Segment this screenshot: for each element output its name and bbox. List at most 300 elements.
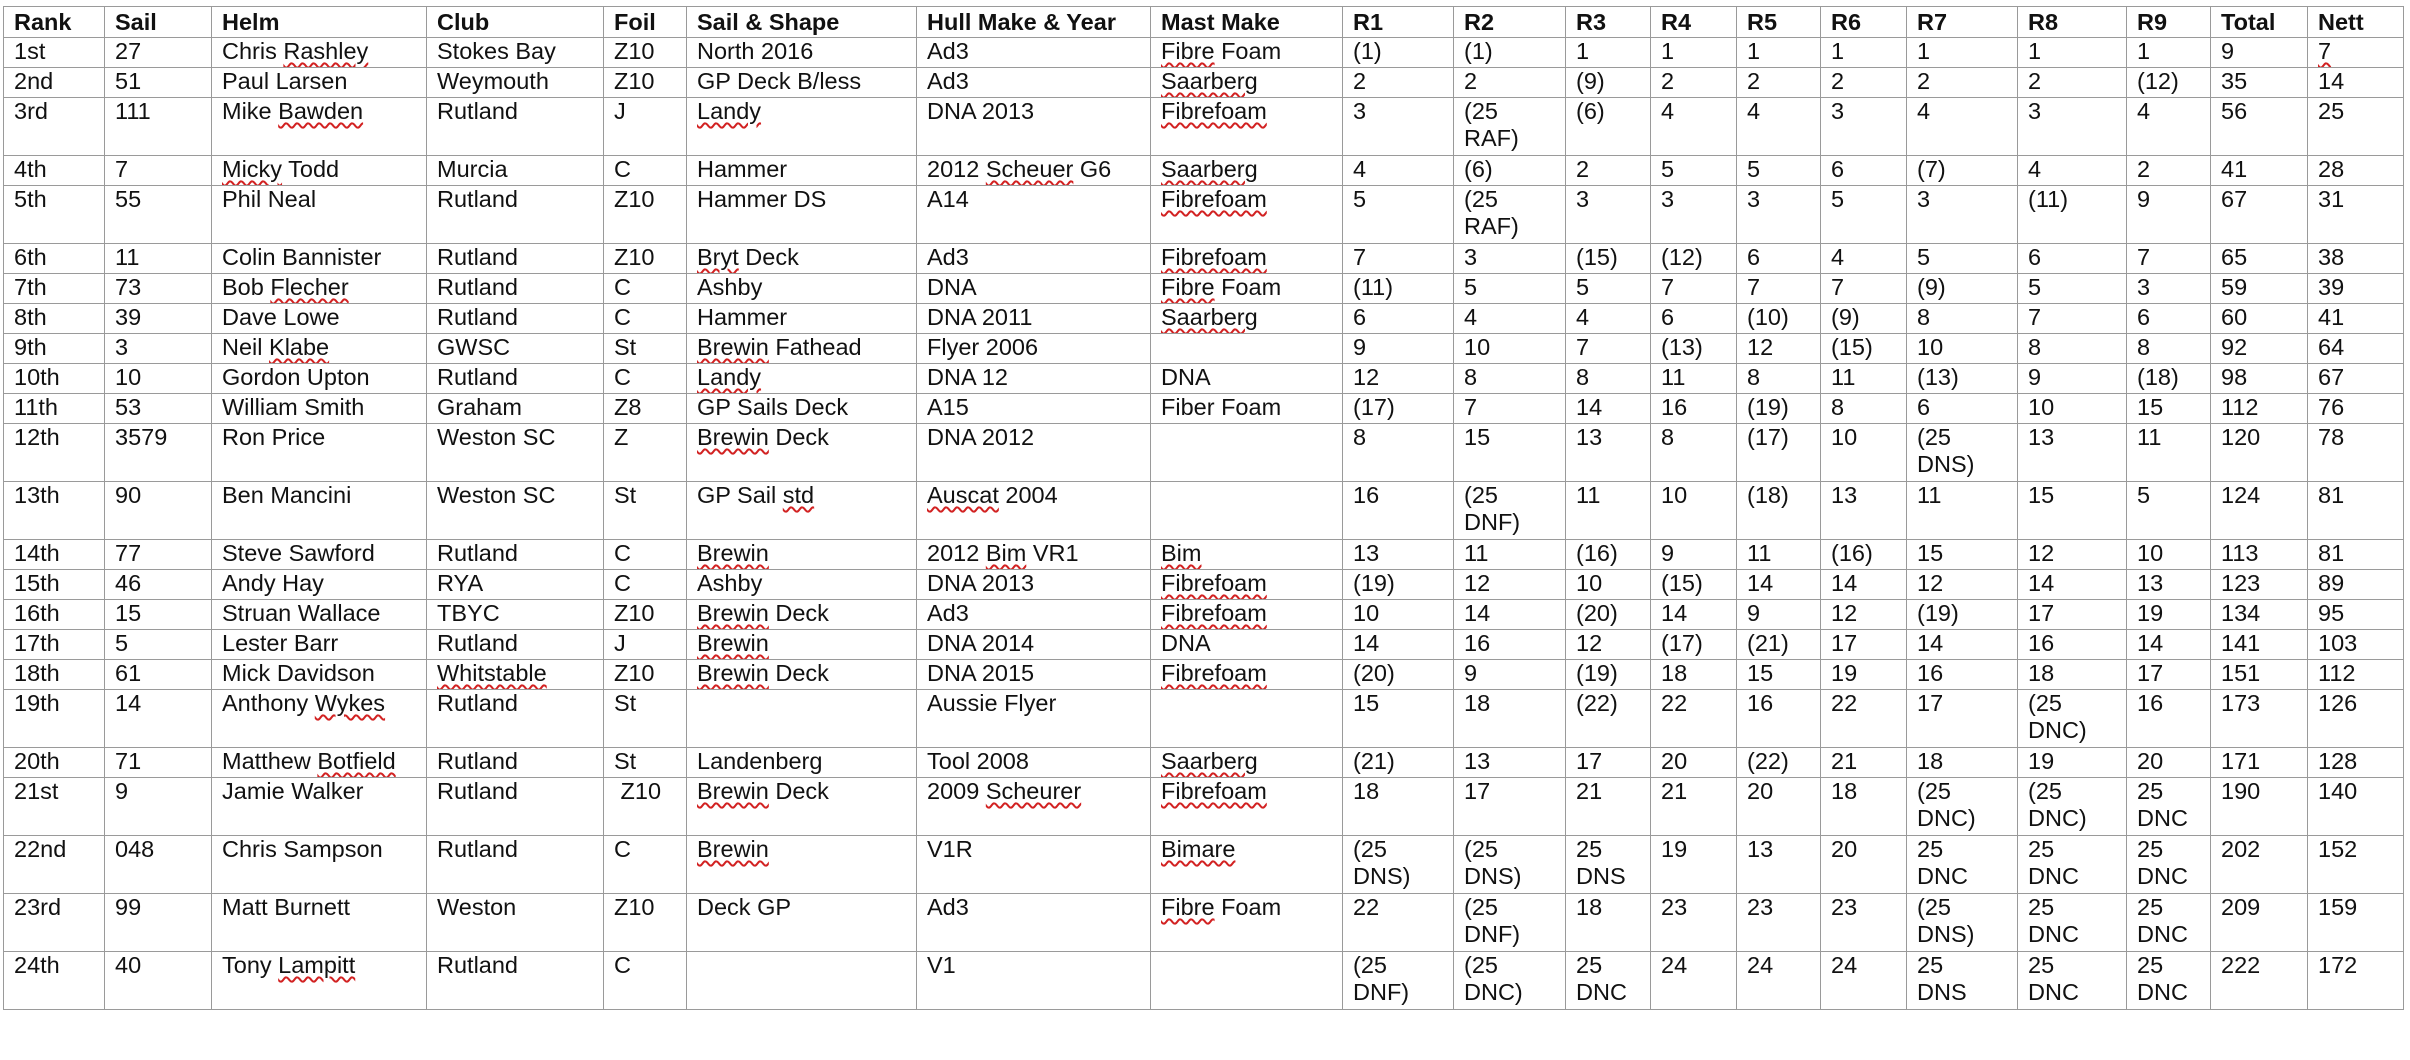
cell-hull: DNA 2014: [917, 630, 1151, 660]
cell-hull: V1: [917, 952, 1151, 1010]
cell-r6: 24: [1821, 952, 1907, 1010]
cell-r3: 11: [1566, 482, 1651, 540]
cell-r6: 17: [1821, 630, 1907, 660]
cell-mast: [1151, 156, 1343, 186]
cell-r2: 2: [1454, 68, 1566, 98]
cell-total: 41: [2211, 156, 2308, 186]
col-header-helm: Helm: [212, 7, 427, 38]
cell-r8: 16: [2018, 630, 2127, 660]
cell-foil: Z10: [604, 894, 687, 952]
cell-r5: 9: [1737, 600, 1821, 630]
cell-total: 171: [2211, 748, 2308, 778]
cell-r2: (25 RAF): [1454, 186, 1566, 244]
cell-r4: 11: [1651, 364, 1737, 394]
cell-total: 56: [2211, 98, 2308, 156]
cell-r5: 15: [1737, 660, 1821, 690]
cell-helm: William Smith: [212, 394, 427, 424]
cell-helm: Bob Flecher: [212, 274, 427, 304]
cell-rank: 1st: [4, 38, 105, 68]
cell-foil: St: [604, 748, 687, 778]
cell-hull: DNA 2011: [917, 304, 1151, 334]
table-row: [4, 778, 2404, 836]
cell-r2: (6): [1454, 156, 1566, 186]
cell-sail-shape: GP Deck B/less: [687, 68, 917, 98]
cell-r3: 25 DNC: [1566, 952, 1651, 1010]
cell-r9: 11: [2127, 424, 2211, 482]
cell-r2: (25 DNF): [1454, 894, 1566, 952]
cell-r9: 6: [2127, 304, 2211, 334]
table-row: [4, 304, 2404, 334]
cell-nett: 14: [2308, 68, 2404, 98]
table-row: [4, 156, 2404, 186]
cell-r9: 16: [2127, 690, 2211, 748]
cell-nett: 25: [2308, 98, 2404, 156]
spellcheck-underline: Brewin: [697, 424, 769, 450]
spellcheck-underline: Micky: [222, 156, 283, 182]
cell-r1: 2: [1343, 68, 1454, 98]
cell-mast: [1151, 98, 1343, 156]
cell-r4: 9: [1651, 540, 1737, 570]
cell-r9: 15: [2127, 394, 2211, 424]
table-row: [4, 600, 2404, 630]
cell-hull: DNA 2013: [917, 570, 1151, 600]
cell-r2: 7: [1454, 394, 1566, 424]
cell-r9: 1: [2127, 38, 2211, 68]
cell-r3: (15): [1566, 244, 1651, 274]
cell-r4: 5: [1651, 156, 1737, 186]
cell-club: Rutland: [427, 244, 604, 274]
cell-r6: 2: [1821, 68, 1907, 98]
cell-r9: 10: [2127, 540, 2211, 570]
cell-r4: 10: [1651, 482, 1737, 540]
cell-r8: 14: [2018, 570, 2127, 600]
col-header-club: Club: [427, 7, 604, 38]
cell-r5: 3: [1737, 186, 1821, 244]
table-row: [4, 244, 2404, 274]
cell-r5: 6: [1737, 244, 1821, 274]
cell-total: 59: [2211, 274, 2308, 304]
cell-r1: 16: [1343, 482, 1454, 540]
cell-r6: 19: [1821, 660, 1907, 690]
cell-r2: 4: [1454, 304, 1566, 334]
cell-r7: 6: [1907, 394, 2018, 424]
cell-r7: (25 DNS): [1907, 424, 2018, 482]
cell-r7: 3: [1907, 186, 2018, 244]
cell-foil: C: [604, 156, 687, 186]
cell-foil: Z10: [604, 38, 687, 68]
spellcheck-underline: Fibre: [1161, 274, 1215, 300]
cell-r7: 14: [1907, 630, 2018, 660]
cell-r7: 18: [1907, 748, 2018, 778]
cell-r1: 6: [1343, 304, 1454, 334]
cell-helm: Phil Neal: [212, 186, 427, 244]
cell-nett: 112: [2308, 660, 2404, 690]
cell-sail-shape: [687, 690, 917, 748]
cell-r6: 23: [1821, 894, 1907, 952]
cell-r1: 5: [1343, 186, 1454, 244]
cell-sail: 3: [105, 334, 212, 364]
cell-helm: Matthew Botfield: [212, 748, 427, 778]
col-header-r4: R4: [1651, 7, 1737, 38]
cell-r4: 23: [1651, 894, 1737, 952]
cell-r8: 2: [2018, 68, 2127, 98]
cell-r2: 15: [1454, 424, 1566, 482]
col-header-r6: R6: [1821, 7, 1907, 38]
cell-sail: 55: [105, 186, 212, 244]
cell-r5: 1: [1737, 38, 1821, 68]
cell-r1: 10: [1343, 600, 1454, 630]
cell-r5: 4: [1737, 98, 1821, 156]
cell-r7: 10: [1907, 334, 2018, 364]
cell-r2: 3: [1454, 244, 1566, 274]
cell-r1: 12: [1343, 364, 1454, 394]
results-table: [3, 6, 2404, 1010]
cell-sail-shape: Hammer DS: [687, 186, 917, 244]
cell-hull: Aussie Flyer: [917, 690, 1151, 748]
cell-total: 98: [2211, 364, 2308, 394]
cell-r7: 15: [1907, 540, 2018, 570]
cell-hull: Ad3: [917, 894, 1151, 952]
cell-rank: 3rd: [4, 98, 105, 156]
cell-r1: (25 DNS): [1343, 836, 1454, 894]
cell-r3: 14: [1566, 394, 1651, 424]
cell-r1: (21): [1343, 748, 1454, 778]
cell-total: 9: [2211, 38, 2308, 68]
cell-r2: 10: [1454, 334, 1566, 364]
cell-mast: [1151, 778, 1343, 836]
spellcheck-underline: Brewin: [697, 630, 769, 656]
cell-nett: 41: [2308, 304, 2404, 334]
cell-helm: Mick Davidson: [212, 660, 427, 690]
cell-hull: DNA 12: [917, 364, 1151, 394]
col-header-total: Total: [2211, 7, 2308, 38]
cell-helm: Micky Todd: [212, 156, 427, 186]
cell-club: Rutland: [427, 630, 604, 660]
cell-foil: Z10: [604, 244, 687, 274]
spellcheck-underline: Bryt: [697, 244, 739, 270]
cell-r1: 8: [1343, 424, 1454, 482]
cell-sail: 10: [105, 364, 212, 394]
cell-r5: (22): [1737, 748, 1821, 778]
cell-mast: [1151, 304, 1343, 334]
cell-r3: (6): [1566, 98, 1651, 156]
cell-r4: 22: [1651, 690, 1737, 748]
cell-sail-shape: [687, 540, 917, 570]
cell-mast: Fiber Foam: [1151, 394, 1343, 424]
header-row: [4, 7, 2404, 38]
cell-r1: 9: [1343, 334, 1454, 364]
cell-r6: 20: [1821, 836, 1907, 894]
cell-club: Rutland: [427, 952, 604, 1010]
cell-club: Rutland: [427, 540, 604, 570]
cell-r4: 21: [1651, 778, 1737, 836]
cell-nett: [2308, 38, 2404, 68]
cell-r7: 12: [1907, 570, 2018, 600]
cell-r5: (17): [1737, 424, 1821, 482]
cell-foil: St: [604, 334, 687, 364]
cell-r6: 11: [1821, 364, 1907, 394]
cell-sail: 15: [105, 600, 212, 630]
cell-mast: DNA: [1151, 364, 1343, 394]
cell-club: Murcia: [427, 156, 604, 186]
cell-foil: Z10: [604, 660, 687, 690]
cell-r7: 5: [1907, 244, 2018, 274]
cell-r4: 2: [1651, 68, 1737, 98]
cell-r4: 18: [1651, 660, 1737, 690]
spellcheck-underline: Rashley: [283, 38, 369, 64]
cell-sail-shape: [687, 836, 917, 894]
cell-sail: 9: [105, 778, 212, 836]
cell-foil: St: [604, 690, 687, 748]
cell-nett: 31: [2308, 186, 2404, 244]
cell-r9: 4: [2127, 98, 2211, 156]
cell-hull: Flyer 2006: [917, 334, 1151, 364]
cell-r8: (25 DNC): [2018, 778, 2127, 836]
cell-rank: 21st: [4, 778, 105, 836]
cell-mast: [1151, 482, 1343, 540]
cell-hull: DNA 2015: [917, 660, 1151, 690]
cell-nett: 67: [2308, 364, 2404, 394]
cell-r9: 25 DNC: [2127, 778, 2211, 836]
cell-r8: 8: [2018, 334, 2127, 364]
cell-hull: 2012 Bim VR1: [917, 540, 1151, 570]
cell-r2: 14: [1454, 600, 1566, 630]
table-row: [4, 68, 2404, 98]
cell-r8: 5: [2018, 274, 2127, 304]
cell-r5: 13: [1737, 836, 1821, 894]
cell-helm: Jamie Walker: [212, 778, 427, 836]
cell-foil: J: [604, 630, 687, 660]
cell-r5: 8: [1737, 364, 1821, 394]
cell-r4: (12): [1651, 244, 1737, 274]
table-row: [4, 394, 2404, 424]
table-row: [4, 570, 2404, 600]
cell-nett: 81: [2308, 482, 2404, 540]
cell-rank: 6th: [4, 244, 105, 274]
cell-r5: 12: [1737, 334, 1821, 364]
cell-foil: St: [604, 482, 687, 540]
cell-club: Rutland: [427, 274, 604, 304]
cell-r9: (12): [2127, 68, 2211, 98]
cell-r7: 25 DNS: [1907, 952, 2018, 1010]
cell-r4: 1: [1651, 38, 1737, 68]
cell-sail-shape: Brewin Fathead: [687, 334, 917, 364]
cell-r7: 25 DNC: [1907, 836, 2018, 894]
cell-r3: 13: [1566, 424, 1651, 482]
cell-hull: DNA 2012: [917, 424, 1151, 482]
cell-hull: Ad3: [917, 68, 1151, 98]
cell-helm: Gordon Upton: [212, 364, 427, 394]
cell-club: Rutland: [427, 364, 604, 394]
cell-r3: 3: [1566, 186, 1651, 244]
cell-r8: 25 DNC: [2018, 894, 2127, 952]
cell-sail-shape: Brewin Deck: [687, 424, 917, 482]
cell-r7: 4: [1907, 98, 2018, 156]
cell-club: Rutland: [427, 778, 604, 836]
spellcheck-underline: Wykes: [314, 690, 386, 716]
spellcheck-underline: Bim: [1161, 540, 1202, 566]
cell-r2: (25 DNS): [1454, 836, 1566, 894]
table-row: [4, 364, 2404, 394]
cell-r1: 4: [1343, 156, 1454, 186]
cell-r6: 22: [1821, 690, 1907, 748]
spellcheck-underline: Landy: [697, 364, 762, 390]
cell-r3: (9): [1566, 68, 1651, 98]
cell-mast: DNA: [1151, 630, 1343, 660]
spellcheck-underline: Bim: [985, 540, 1027, 566]
cell-club: Weymouth: [427, 68, 604, 98]
cell-r1: 18: [1343, 778, 1454, 836]
cell-r8: 25 DNC: [2018, 836, 2127, 894]
cell-total: 67: [2211, 186, 2308, 244]
cell-club: TBYC: [427, 600, 604, 630]
cell-hull: Ad3: [917, 244, 1151, 274]
table-row: [4, 274, 2404, 304]
cell-r8: (11): [2018, 186, 2127, 244]
cell-club: Stokes Bay: [427, 38, 604, 68]
cell-mast: Fibre Foam: [1151, 894, 1343, 952]
table-row: [4, 98, 2404, 156]
cell-helm: Struan Wallace: [212, 600, 427, 630]
spellcheck-underline: Saarberg: [1161, 304, 1258, 330]
cell-foil: J: [604, 98, 687, 156]
cell-r6: 8: [1821, 394, 1907, 424]
col-header-mast: Mast Make: [1151, 7, 1343, 38]
cell-r5: 23: [1737, 894, 1821, 952]
cell-r3: 21: [1566, 778, 1651, 836]
cell-rank: 20th: [4, 748, 105, 778]
cell-r9: 17: [2127, 660, 2211, 690]
cell-r1: 22: [1343, 894, 1454, 952]
cell-r7: 17: [1907, 690, 2018, 748]
table-row: [4, 334, 2404, 364]
spellcheck-underline: Klabe: [269, 334, 330, 360]
cell-nett: 39: [2308, 274, 2404, 304]
cell-r8: 15: [2018, 482, 2127, 540]
cell-r2: 11: [1454, 540, 1566, 570]
cell-r3: 4: [1566, 304, 1651, 334]
cell-rank: 13th: [4, 482, 105, 540]
cell-r3: 8: [1566, 364, 1651, 394]
cell-r6: 4: [1821, 244, 1907, 274]
cell-r6: 5: [1821, 186, 1907, 244]
cell-r5: (18): [1737, 482, 1821, 540]
cell-foil: Z10: [604, 186, 687, 244]
table-row: [4, 38, 2404, 68]
spellcheck-underline: Whitstable: [437, 660, 547, 686]
cell-sail-shape: GP Sail std: [687, 482, 917, 540]
cell-mast: [1151, 690, 1343, 748]
cell-helm: Dave Lowe: [212, 304, 427, 334]
cell-club: [427, 660, 604, 690]
cell-r5: (10): [1737, 304, 1821, 334]
spellcheck-underline: Scheuer: [985, 156, 1074, 182]
table-row: [4, 748, 2404, 778]
cell-sail: 111: [105, 98, 212, 156]
cell-r8: 7: [2018, 304, 2127, 334]
cell-rank: 22nd: [4, 836, 105, 894]
cell-sail-shape: Bryt Deck: [687, 244, 917, 274]
cell-r8: 12: [2018, 540, 2127, 570]
cell-club: Rutland: [427, 836, 604, 894]
cell-sail: 90: [105, 482, 212, 540]
table-row: [4, 424, 2404, 482]
cell-rank: 4th: [4, 156, 105, 186]
cell-r1: (1): [1343, 38, 1454, 68]
cell-r2: 16: [1454, 630, 1566, 660]
cell-helm: Paul Larsen: [212, 68, 427, 98]
cell-r8: 13: [2018, 424, 2127, 482]
cell-sail-shape: [687, 630, 917, 660]
cell-r6: 14: [1821, 570, 1907, 600]
cell-r2: (25 DNC): [1454, 952, 1566, 1010]
cell-foil: Z10: [604, 778, 687, 836]
cell-r4: (15): [1651, 570, 1737, 600]
col-header-r8: R8: [2018, 7, 2127, 38]
cell-r9: 2: [2127, 156, 2211, 186]
cell-helm: Lester Barr: [212, 630, 427, 660]
cell-hull: A15: [917, 394, 1151, 424]
cell-rank: 11th: [4, 394, 105, 424]
cell-r4: 19: [1651, 836, 1737, 894]
cell-r9: 8: [2127, 334, 2211, 364]
cell-club: Weston SC: [427, 424, 604, 482]
cell-r5: 16: [1737, 690, 1821, 748]
cell-sail-shape: Hammer: [687, 304, 917, 334]
col-header-r9: R9: [2127, 7, 2211, 38]
cell-sail: 46: [105, 570, 212, 600]
spellcheck-underline: Bimare: [1161, 836, 1236, 862]
cell-nett: 28: [2308, 156, 2404, 186]
cell-sail: 99: [105, 894, 212, 952]
cell-r3: 10: [1566, 570, 1651, 600]
cell-r4: 7: [1651, 274, 1737, 304]
cell-total: 134: [2211, 600, 2308, 630]
spellcheck-underline: Fibrefoam: [1161, 570, 1267, 596]
cell-total: 113: [2211, 540, 2308, 570]
table-row: [4, 660, 2404, 690]
cell-sail: 27: [105, 38, 212, 68]
cell-helm: Colin Bannister: [212, 244, 427, 274]
spellcheck-underline: Brewin: [697, 778, 769, 804]
cell-r4: (13): [1651, 334, 1737, 364]
cell-r7: (9): [1907, 274, 2018, 304]
cell-r3: 25 DNS: [1566, 836, 1651, 894]
cell-r8: 4: [2018, 156, 2127, 186]
cell-r2: 18: [1454, 690, 1566, 748]
cell-hull: V1R: [917, 836, 1151, 894]
spellcheck-underline: Fibrefoam: [1161, 600, 1267, 626]
cell-mast: [1151, 68, 1343, 98]
cell-sail: 3579: [105, 424, 212, 482]
spellcheck-underline: Bawden: [278, 98, 364, 124]
cell-r1: (25 DNF): [1343, 952, 1454, 1010]
cell-r9: 5: [2127, 482, 2211, 540]
col-header-foil: Foil: [604, 7, 687, 38]
spellcheck-underline: Brewin: [697, 836, 769, 862]
col-header-sail: Sail: [105, 7, 212, 38]
cell-r7: 2: [1907, 68, 2018, 98]
cell-sail: 73: [105, 274, 212, 304]
cell-foil: Z: [604, 424, 687, 482]
cell-r9: 9: [2127, 186, 2211, 244]
col-header-nett: Nett: [2308, 7, 2404, 38]
cell-r6: 12: [1821, 600, 1907, 630]
cell-r9: 25 DNC: [2127, 836, 2211, 894]
cell-r3: 17: [1566, 748, 1651, 778]
cell-r6: 3: [1821, 98, 1907, 156]
cell-foil: C: [604, 364, 687, 394]
